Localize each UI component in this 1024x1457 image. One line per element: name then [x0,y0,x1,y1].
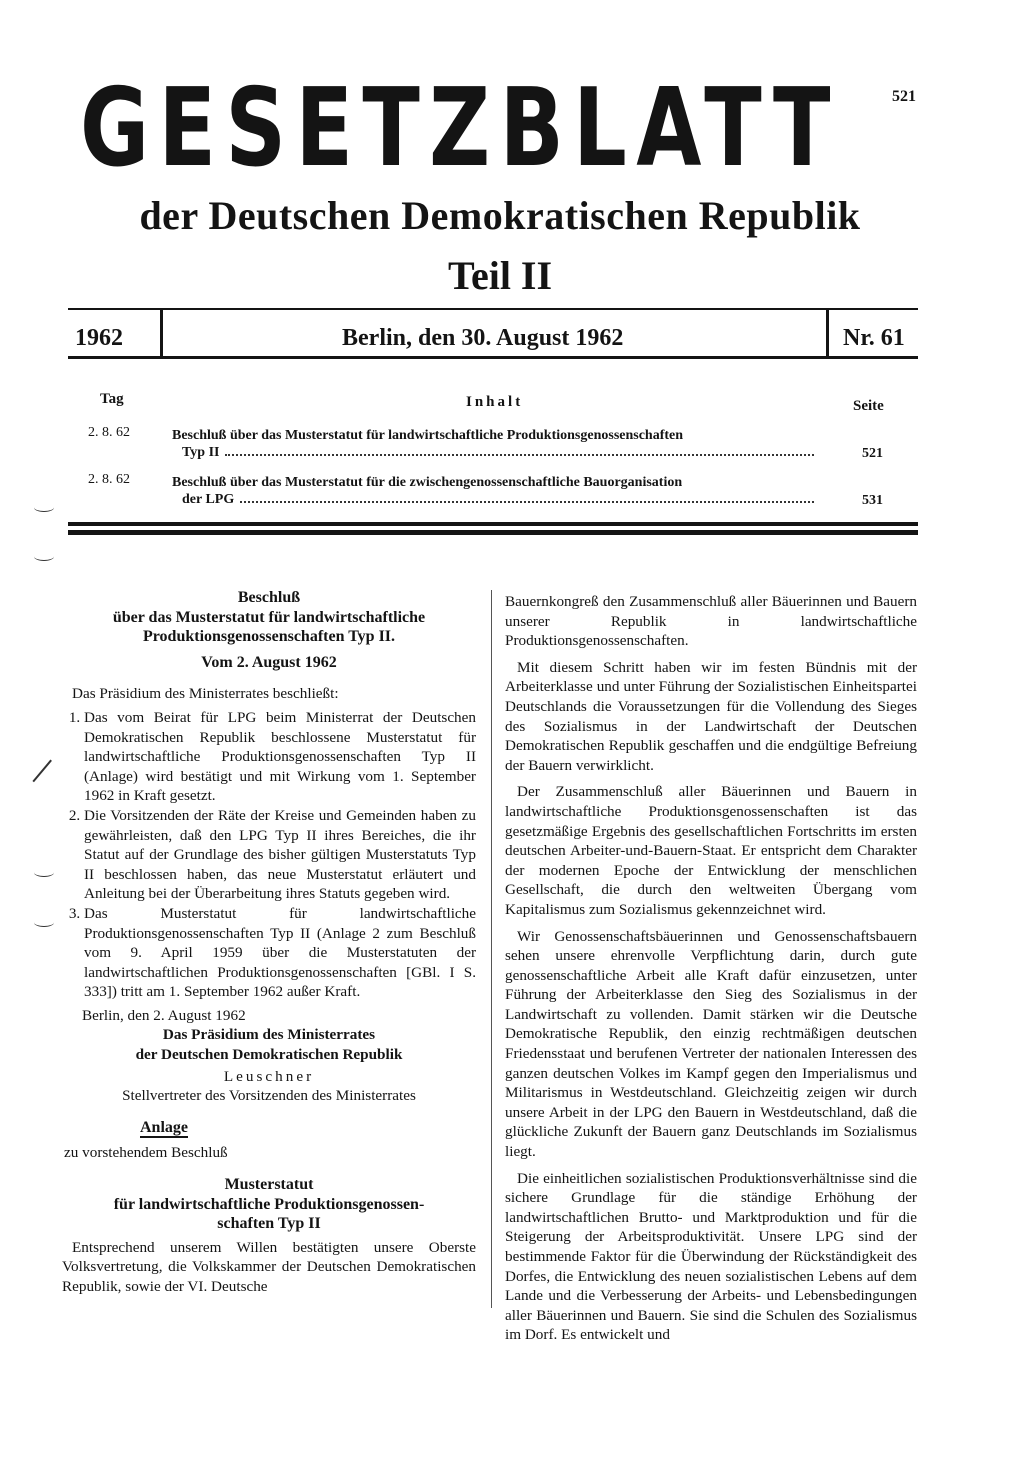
toc-leader [240,491,814,503]
annex-subtitle: zu vorstehendem Beschluß [64,1144,228,1162]
statute-paragraph: Wir Genossenschaftsbäuerinnen und Genossenschaftsbauern sehen unsere ehrenvolle Verpflichtung darin, durch gute genossenschaftliche Arbeit alle Kraft dafür einzusetzen, unter Führung der Arbeiterklasse den Sieg des Sozialismus in der Landwirtschaft zu vollenden. Damit stärken wir die Deutsche Demokratische Republik, den einzig rechtmäßigen deutschen Friedensstaat und berufenen Vertreter der nationalen Interessen des ganzen deutschen Volkes im Kampf gegen den Imperialismus und Militarismus in Westdeutschland. Gleichzeitig zeigen wir durch unsere Arbeit in der LPG den Bauern in Westdeutschland, daß die glückliche Zukunft der Bauern ganz Deutschlands im Sozialismus liegt. [505,927,917,1161]
issue-rule-top [68,308,918,310]
signatory-role: Stellvertreter des Vorsitzenden des Ministerrates [122,1087,416,1105]
toc-page-header: Seite [853,398,884,414]
decision-items [62,708,476,1002]
statute-title: Musterstatut [224,1176,314,1194]
issue-divider-right [826,310,829,356]
toc-entry-title-line2 [172,444,818,461]
toc-entry-title [172,474,818,508]
section-separator [68,530,918,535]
signatory-body: der Deutschen Demokratischen Republik [135,1046,403,1064]
toc-entry-date: 2. 8. 62 [88,425,130,440]
decision-intro: Das Präsidium des Ministerrates beschließt: [72,685,339,703]
margin-mark [34,868,54,877]
section-separator [68,522,918,526]
toc-entry-title-cont: der LPG [182,492,235,507]
issue-divider-left [160,310,163,356]
toc-entry-title-line1: Beschluß über das Musterstatut für landwirtschaftliche Produktionsgenossenschaften [172,428,684,443]
signatory-name: Leuschner [223,1067,315,1085]
statute-paragraph: Die einheitlichen sozialistischen Produktionsverhältnisse sind die sichere Grundlage für die ständige Erhöhung der landwirtschaftlichen Brutto- und Marktproduktion und für die Steigerung der Arbeitsproduktivität. Unsere LPG sind der bestimmende Faktor für die Überwindung der Rückständigkeit des Dorfes, die Entwicklung des neuen sozialistischen Lebens auf dem Lande und die Verbesserung der Arbeits- und Lebensbedingungen aller Bäuerinnen und Bauern. Sie sind die Schulen des Sozialismus im Dorf. Es entwickelt und [505,1169,917,1344]
margin-mark [34,918,54,927]
page-number: 521 [892,88,916,105]
issue-number: Nr. 61 [843,325,905,351]
annex-label: Anlage [140,1118,188,1136]
toc-entry-title [172,427,818,461]
masthead-subtitle: der Deutschen Demokratischen Republik [139,193,861,238]
part-label: Teil II [447,253,553,298]
decision-column [62,588,476,1297]
toc-entry-page: 531 [862,493,883,508]
toc-entry-title-line1: Beschluß über das Musterstatut für die zwischengenossenschaftliche Bauorganisation [172,475,683,490]
toc-entry-date: 2. 8. 62 [88,472,130,487]
statute-paragraph: Der Zusammenschluß aller Bäuerinnen und Bauern in landwirtschaftliche Produktionsgenossenschaften ist das gesetzmäßige Ergebnis des gesellschaftlichen Fortschritts im ersten deutschen Arbeiter-und-Bauern-Staat. Er entspricht dem Charakter der modernen Epoche der Entwicklung der menschlichen Gesellschaft, die durch den weltweiten Übergang vom Kapitalismus zum Sozialismus gekennzeichnet wird. [505,783,917,918]
toc-day-header: Tag [100,391,124,407]
toc-leader [225,444,814,456]
issue-place-date: Berlin, den 30. August 1962 [342,325,624,351]
decision-heading: über das Musterstatut für landwirtschaftliche [112,608,426,626]
decision-heading: Beschluß [237,589,301,606]
margin-mark [32,760,51,782]
statute-title: für landwirtschaftliche Produktionsgenossen- [113,1195,425,1213]
decision-heading: Produktionsgenossenschaften Typ II. [142,628,396,646]
toc-content-header: Inhalt [466,394,524,410]
statute-paragraph: Entsprechend unserem Willen bestätigten unsere Oberste Volksvertretung, die Volkskammer der Deutschen Demokratischen Republik, sowie der VI. Deutsche [62,1238,476,1295]
margin-mark [34,552,54,561]
statute-paragraph: Bauernkongreß den Zusammenschluß aller Bäuerinnen und Bauern unserer Republik in landwirtschaftliche Produktionsgenossenschaften. [505,593,917,650]
toc-entry-title-line2 [172,491,818,508]
masthead-title: GESETZBLATT [80,66,840,191]
statute-title: schaften Typ II [217,1215,321,1233]
statute-column [505,592,917,1352]
decision-item: 1. Das vom Beirat für LPG beim Ministerrat der Deutschen Demokratischen Republik beschlossene Musterstatut für landwirtschaftliche Produktionsgenossenschaften Typ II (Anlage) wird bestätigt und mit Wirkung vom 1. September 1962 in Kraft gesetzt. [84,708,476,806]
signed-place-date: Berlin, den 2. August 1962 [82,1006,246,1024]
toc-entry-title-cont: Typ II [182,445,220,460]
toc-entry-page: 521 [862,446,883,461]
signatory-body: Das Präsidium des Ministerrates [162,1026,376,1044]
column-divider [491,590,492,1308]
decision-date: Vom 2. August 1962 [201,653,337,671]
issue-rule-bottom [68,356,918,359]
margin-mark [34,503,54,512]
annex-label-wrap [62,1118,476,1138]
decision-item: 2. Die Vorsitzenden der Räte der Kreise und Gemeinden haben zu gewährleisten, daß den LPG Typ II ihres Bereiches, die ihr Statut auf der Grundlage des bisher gültigen Musterstatuts Typ II beschlossen haben, das neue Musterstatut erläutert und Anleitung bei der Überarbeitung ihres Statuts gegeben wird. [84,806,476,904]
statute-paragraph: Mit diesem Schritt haben wir im festen Bündnis mit der Arbeiterklasse und unter Führung der Sozialistischen Einheitspartei Deutschlands die Voraussetzungen für die Vollendung des Sieges des Sozialismus in der Landwirtschaft der Deutschen Demokratischen Republik geschaffen und die endgültige Befreiung der Bauern verwirklicht. [505,658,917,774]
decision-item: 3. Das Musterstatut für landwirtschaftliche Produktionsgenossenschaften Typ II (Anlage 2 zum Beschluß vom 9. April 1959 über die Musterstatuten der landwirtschaftlichen Produktionsgenossenschaften [GBl. I S. 333]) tritt am 1. September 1962 außer Kraft. [84,904,476,1002]
issue-year: 1962 [75,325,123,351]
